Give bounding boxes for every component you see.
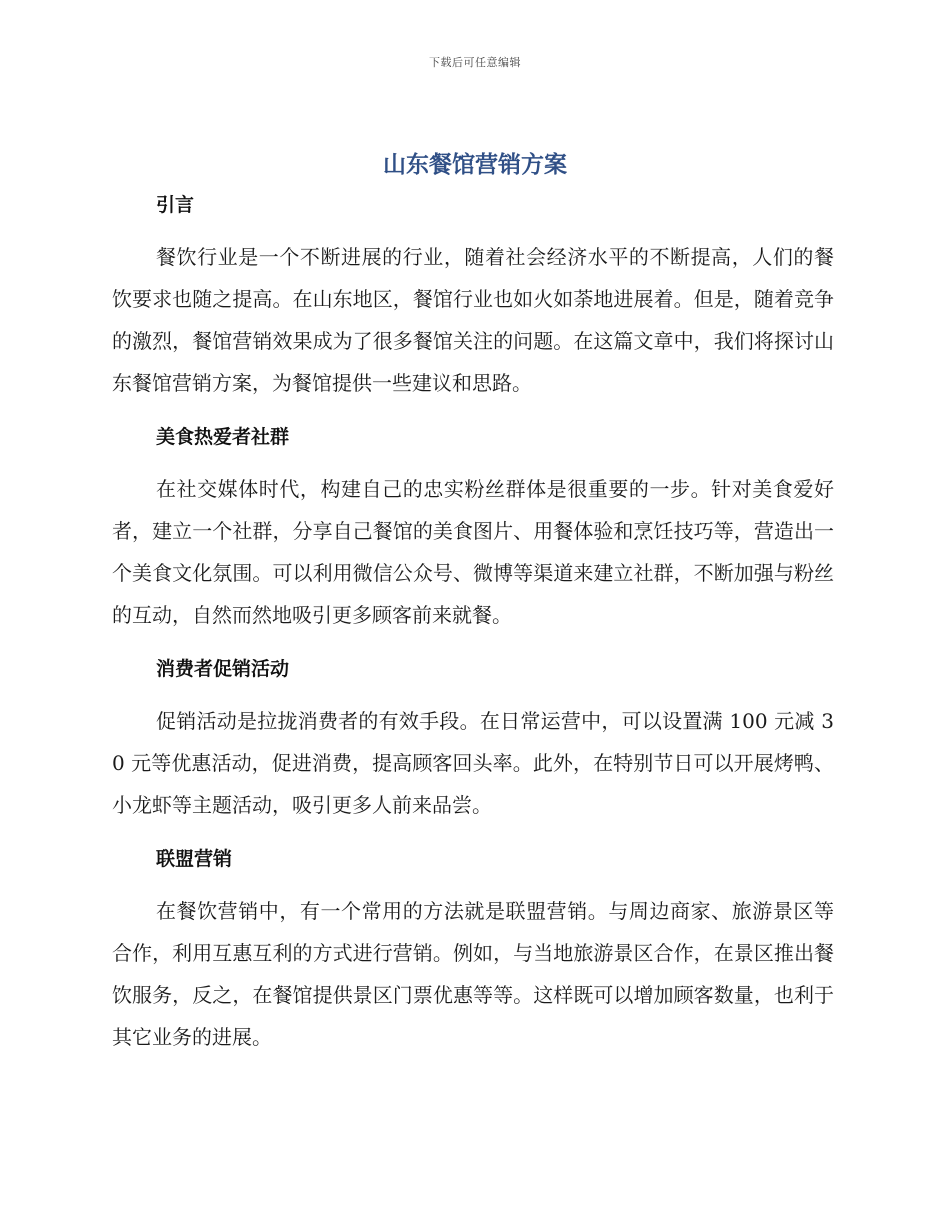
page-header-note: 下载后可任意编辑 <box>429 56 521 69</box>
section-heading: 引言 <box>156 194 195 216</box>
section-heading: 消费者促销活动 <box>156 658 290 680</box>
document-title: 山东餐馆营销方案 <box>383 152 567 178</box>
section-paragraph: 在餐饮营销中，有一个常用的方法就是联盟营销。与周边商家、旅游景区等合作，利用互惠互利的方式进行营销。例如，与当地旅游景区合作，在景区推出餐饮服务，反之，在餐馆提供景区门票优惠等等。这样既可以增加顾客数量，也利于其它业务的进展。 <box>112 899 834 1049</box>
section-paragraph: 在社交媒体时代，构建自己的忠实粉丝群体是很重要的一步。针对美食爱好者，建立一个社群，分享自己餐馆的美食图片、用餐体验和烹饪技巧等，营造出一个美食文化氛围。可以利用微信公众号、微博等渠道来建立社群，不断加强与粉丝的互动，自然而然地吸引更多顾客前来就餐。 <box>112 477 834 627</box>
section-introduction <box>112 188 834 404</box>
section-consumer-promotions <box>112 652 834 826</box>
section-paragraph: 促销活动是拉拢消费者的有效手段。在日常运营中，可以设置满 100 元减 30 元等优惠活动，促进消费，提高顾客回头率。此外，在特别节日可以开展烤鸭、小龙虾等主题活动，吸引更多人前来品尝。 <box>112 709 834 817</box>
section-paragraph: 餐饮行业是一个不断进展的行业，随着社会经济水平的不断提高，人们的餐饮要求也随之提高。在山东地区，餐馆行业也如火如荼地进展着。但是，随着竞争的激烈，餐馆营销效果成为了很多餐馆关注的问题。在这篇文章中，我们将探讨山东餐馆营销方案，为餐馆提供一些建议和思路。 <box>112 245 834 395</box>
section-heading: 联盟营销 <box>156 848 233 870</box>
section-alliance-marketing <box>112 842 834 1058</box>
section-food-lover-community <box>112 420 834 636</box>
section-heading: 美食热爱者社群 <box>156 426 290 448</box>
document-body <box>112 188 834 1074</box>
